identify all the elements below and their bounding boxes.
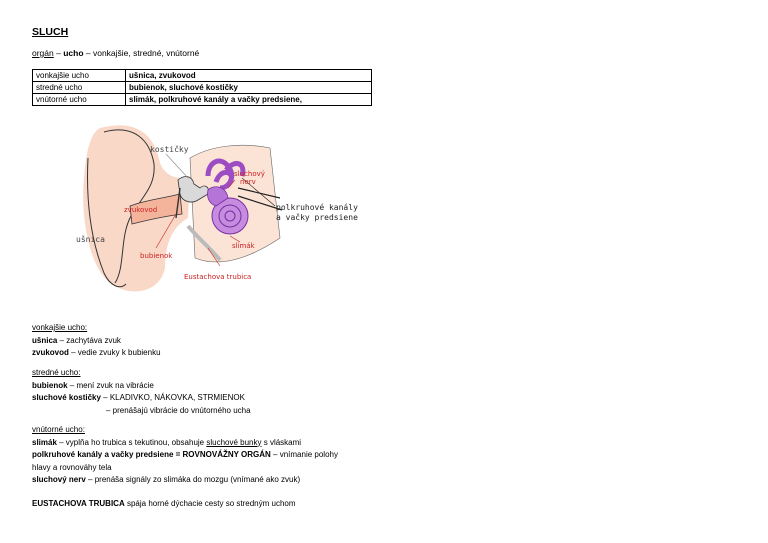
outer-ear-line-2: [32, 347, 161, 360]
label-slimak: slimák: [232, 242, 255, 250]
table-cell-items: bubienok, sluchové kostičky: [126, 82, 372, 94]
table-cell-items: ušnica, zvukovod: [126, 70, 372, 82]
inner-ear-line-4: [32, 474, 338, 487]
inner-ear-heading: vnútorné ucho:: [32, 425, 85, 434]
term-sluchove-bunky: sluchové bunky: [206, 437, 262, 447]
middle-ear-section: [32, 367, 251, 417]
outer-ear-section: [32, 322, 161, 360]
desc-rovnovazny-organ: – vnímanie polohy: [270, 450, 338, 459]
term-slimak: slimák: [32, 437, 57, 447]
term-bubienok: bubienok: [32, 380, 68, 390]
desc-kosticky-2: – prenášajú vibrácie do vnútorného ucha: [106, 405, 251, 415]
label-polkruhove-2: a vačky predsiene: [276, 213, 358, 222]
desc-zvukovod: – vedie zvuky k bubienku: [68, 348, 161, 357]
table-row: [33, 82, 372, 94]
table-cell-part: vonkajšie ucho: [33, 70, 126, 82]
inner-ear-line-2: [32, 449, 338, 462]
inner-ear-line-1: [32, 437, 338, 450]
desc-usnica: – zachytáva zvuk: [57, 335, 121, 345]
eustachian-section: [32, 498, 296, 511]
label-zvukovod: zvukovod: [124, 206, 158, 214]
desc-bubienok: – mení zvuk na vibrácie: [67, 380, 154, 390]
outer-ear-line-1: [32, 335, 161, 348]
page-title: SLUCH: [32, 26, 69, 38]
term-kosticky: sluchové kostičky: [32, 393, 101, 402]
table-row: [33, 94, 372, 106]
middle-ear-line-1: [32, 380, 251, 393]
ucho-word: ucho: [63, 48, 84, 58]
label-kosticky: kostičky: [150, 145, 189, 154]
label-polkruhove-1: polkruhové kanály: [276, 203, 358, 212]
leader-line-kosticky: [166, 154, 188, 178]
desc-slimak-2: s vláskami: [261, 437, 302, 447]
middle-ear-heading: stredné ucho:: [32, 368, 81, 377]
table-row: [33, 70, 372, 82]
ear-parts-table: [32, 69, 372, 106]
ear-diagram: [70, 118, 380, 300]
intro-rest: – vonkajšie, stredné, vnútorné: [83, 48, 200, 58]
inner-ear-line-3: [32, 462, 338, 475]
label-usnica: ušnica: [76, 235, 105, 244]
label-eustachova: Eustachova trubica: [184, 273, 252, 281]
label-nerv: nerv: [240, 178, 256, 186]
eustachian-line: [32, 498, 296, 511]
term-rovnovazny-organ: polkruhové kanály a vačky predsiene = ROVNOVÁŽNY ORGÁN: [32, 450, 271, 459]
desc-slimak: – vyplňa ho trubica s tekutinou, obsahuje: [56, 437, 207, 447]
desc-rovnovazny-organ-2: hlavy a rovnováhy tela: [32, 462, 112, 472]
term-zvukovod: zvukovod: [32, 348, 69, 357]
label-sluchovy: sluchový: [234, 170, 265, 178]
intro-line: [32, 48, 199, 58]
term-eustachova-trubica: EUSTACHOVA TRUBICA: [32, 499, 125, 508]
table-cell-part: vnútorné ucho: [33, 94, 126, 106]
outer-ear-heading: vonkajšie ucho:: [32, 323, 88, 332]
desc-kosticky: – KLADIVKO, NÁKOVKA, STRMIENOK: [100, 393, 245, 402]
label-bubienok: bubienok: [140, 252, 173, 260]
desc-sluchovy-nerv: – prenáša signály zo slimáka do mozgu (vnímané ako zvuk): [85, 475, 301, 484]
term-usnica: ušnica: [32, 335, 58, 345]
desc-eustachova-trubica: spája horné dýchacie cesty so stredným uchom: [124, 499, 296, 508]
middle-ear-line-3: [32, 405, 251, 418]
organ-word: orgán: [32, 48, 54, 58]
inner-ear-section: [32, 424, 338, 487]
table-cell-items: slimák, polkruhové kanály a vačky predsiene,: [126, 94, 372, 106]
table-cell-part: stredné ucho: [33, 82, 126, 94]
middle-ear-line-2: [32, 392, 251, 405]
term-sluchovy-nerv: sluchový nerv: [32, 475, 86, 484]
intro-dash: –: [53, 48, 64, 58]
